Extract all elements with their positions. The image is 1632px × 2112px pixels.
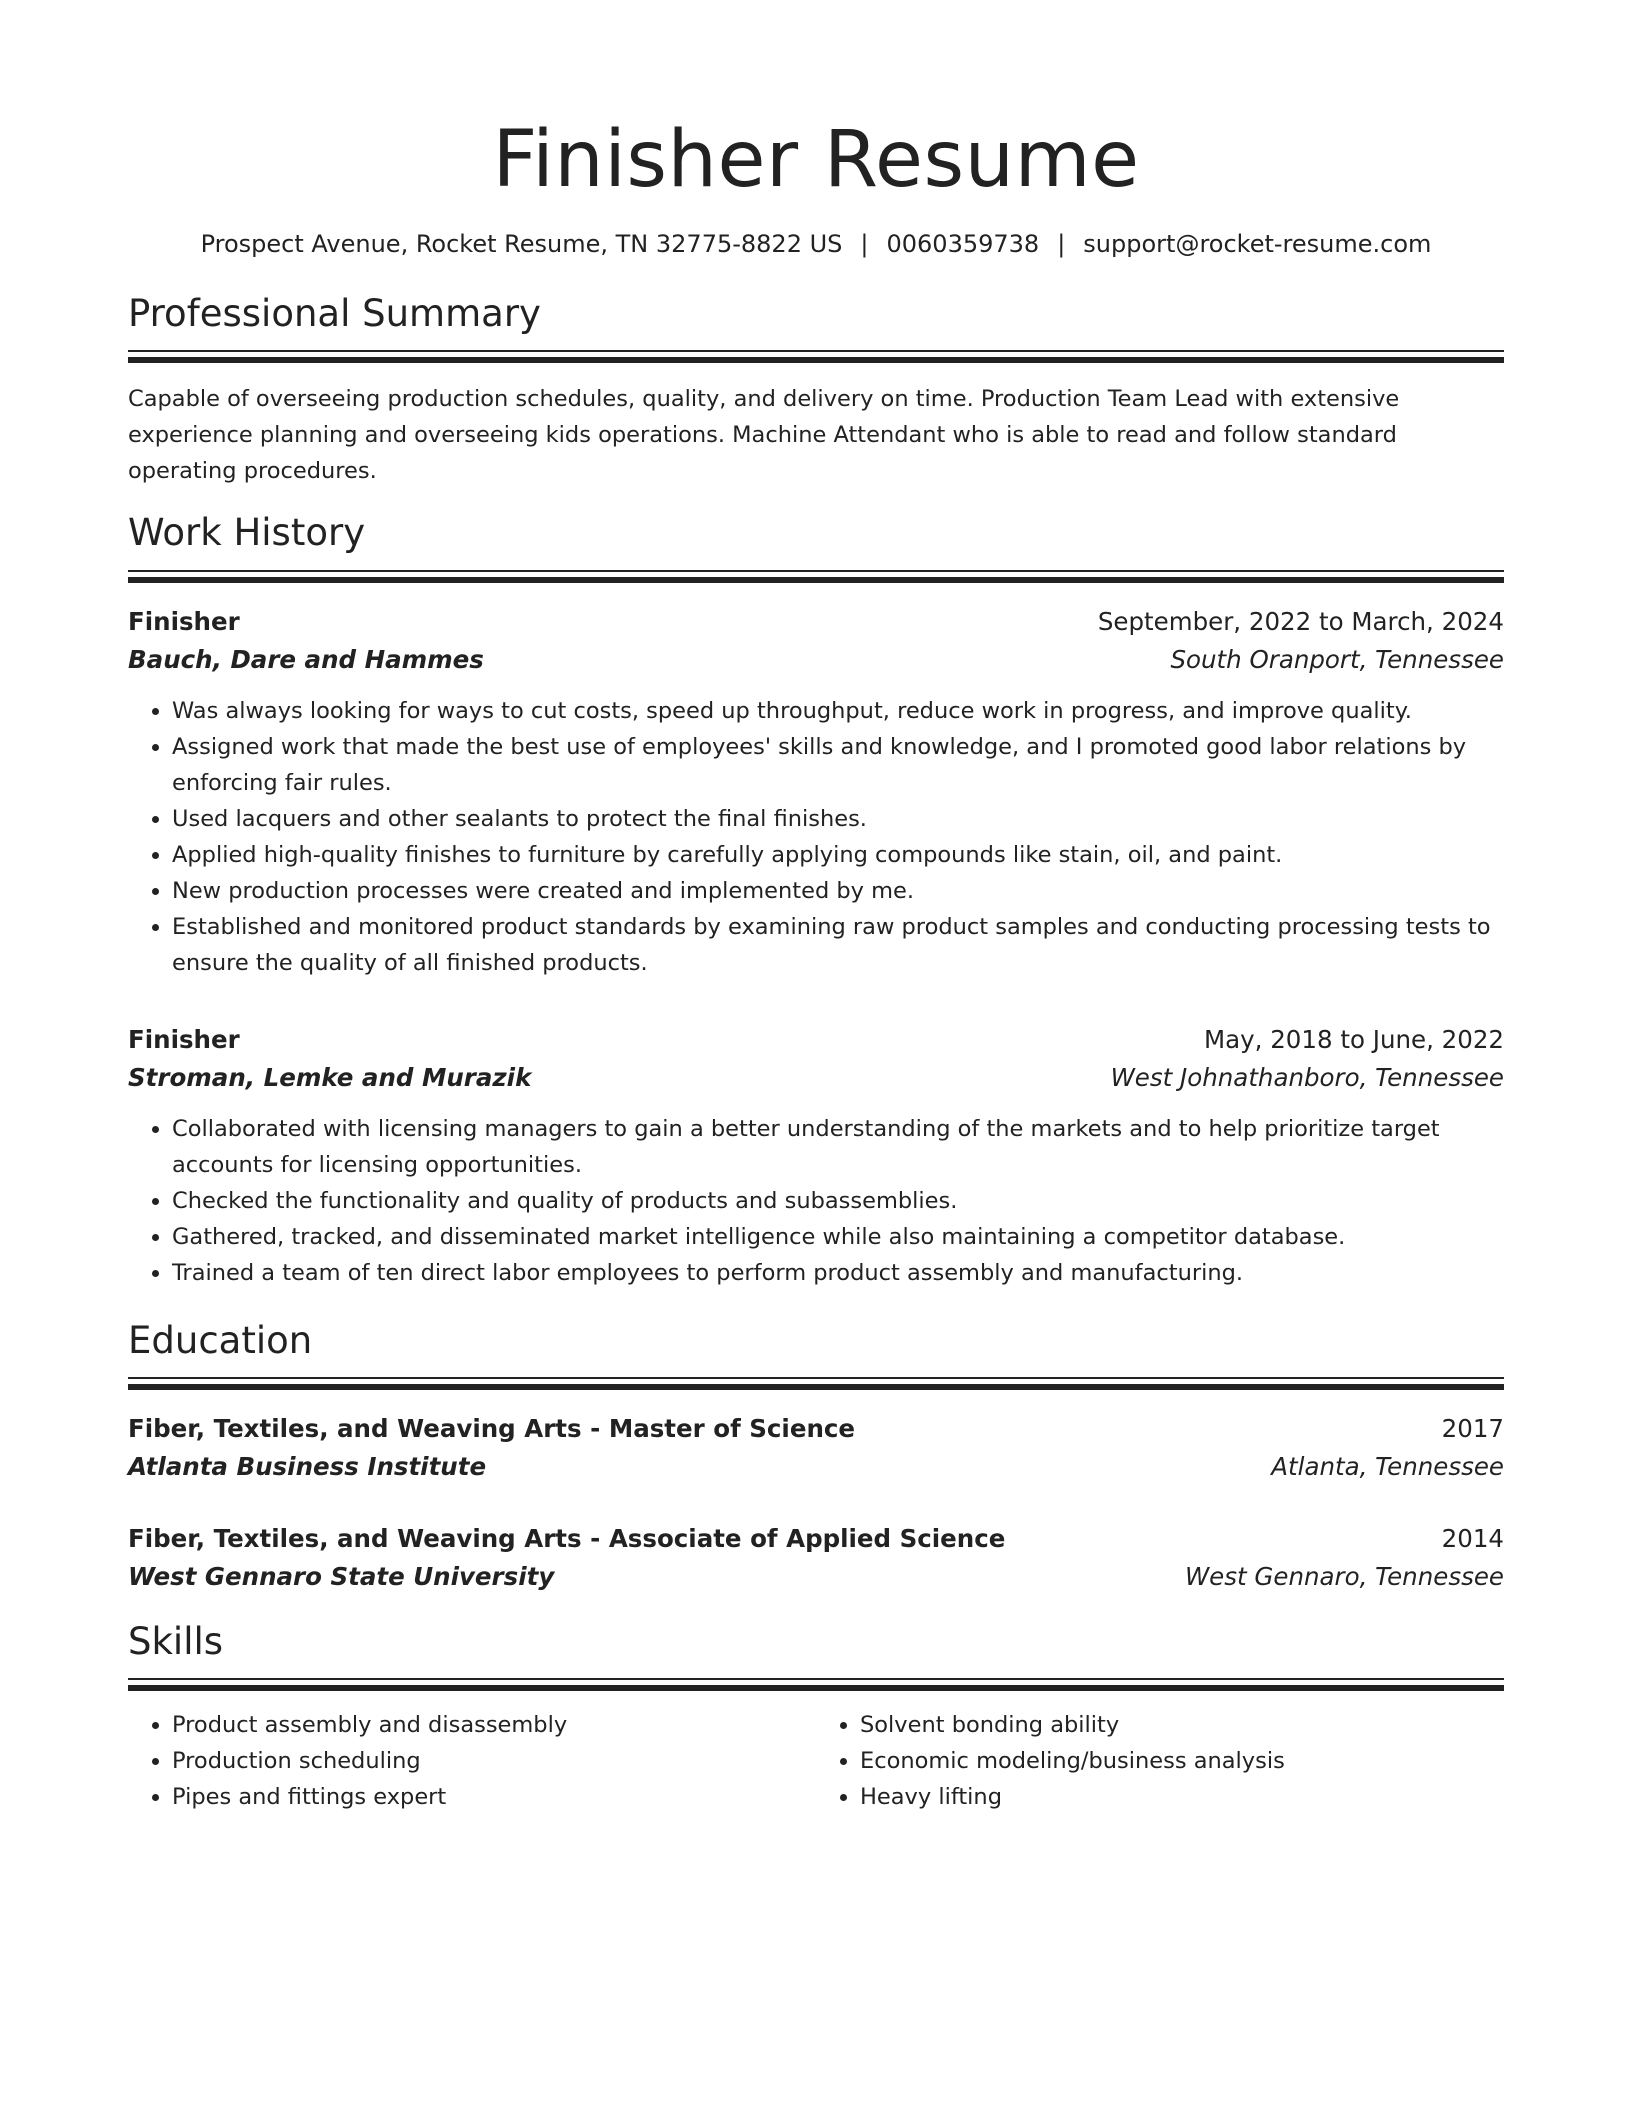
education-year: 2017: [1441, 1413, 1504, 1443]
list-item: • Gathered, tracked, and disseminated market intelligence while also maintaining a competitor database.: [172, 1219, 1504, 1255]
education-header-row: [128, 1520, 1504, 1558]
job-bullets: [128, 1111, 1504, 1291]
education-school: West Gennaro State University: [128, 1561, 555, 1591]
contact-line: [128, 230, 1504, 258]
summary-section: [128, 292, 1504, 489]
job-location: West Johnathanboro, Tennessee: [1110, 1062, 1504, 1092]
job-company-row: [128, 1059, 1504, 1097]
work-history-section: [128, 511, 1504, 1290]
list-item: • Solvent bonding ability: [860, 1707, 1504, 1743]
list-item: • Economic modeling/business analysis: [860, 1743, 1504, 1779]
job-bullets: [128, 693, 1504, 981]
section-title-summary: Professional Summary: [128, 291, 541, 335]
job-header-row: [128, 603, 1504, 641]
section-divider: [128, 1678, 1504, 1691]
job-dates: May, 2018 to June, 2022: [1203, 1024, 1504, 1054]
job-entry: [128, 603, 1504, 981]
education-section: [128, 1319, 1504, 1596]
list-item: • Collaborated with licensing managers to gain a better understanding of the markets and to help prioritize target accounts for licensing opportunities.: [172, 1111, 1504, 1183]
list-item: • Production scheduling: [172, 1743, 816, 1779]
list-item: • Checked the functionality and quality of products and subassemblies.: [172, 1183, 1504, 1219]
education-header-row: [128, 1410, 1504, 1448]
job-role: Finisher: [128, 606, 240, 636]
list-item: • Established and monitored product standards by examining raw product samples and conducting processing tests to ensure the quality of all finished products.: [172, 909, 1504, 981]
list-item: • Used lacquers and other sealants to protect the final finishes.: [172, 801, 1504, 837]
education-degree: Fiber, Textiles, and Weaving Arts - Associate of Applied Science: [128, 1523, 1006, 1553]
education-school-row: [128, 1558, 1504, 1596]
contact-separator: |: [860, 229, 869, 258]
contact-address: Prospect Avenue, Rocket Resume, TN 32775-8822 US: [200, 229, 843, 258]
list-item: • Pipes and fittings expert: [172, 1779, 816, 1815]
section-title-skills: Skills: [128, 1619, 224, 1663]
skills-list-right: [816, 1707, 1504, 1815]
education-year: 2014: [1441, 1523, 1504, 1553]
job-entry: [128, 1021, 1504, 1291]
education-school: Atlanta Business Institute: [128, 1451, 487, 1481]
summary-text: Capable of overseeing production schedules, quality, and delivery on time. Production Team Lead with extensive experience planning and overseeing kids operations. Machine Attendant who is able to read and follow standard operating procedures.: [128, 386, 1400, 485]
skills-list-left: [128, 1707, 816, 1815]
list-item: • Product assembly and disassembly: [172, 1707, 816, 1743]
education-entry: [128, 1410, 1504, 1486]
job-header-row: [128, 1021, 1504, 1059]
list-item: • New production processes were created and implemented by me.: [172, 873, 1504, 909]
list-item: • Applied high-quality finishes to furniture by carefully applying compounds like stain, oil, and paint.: [172, 837, 1504, 873]
list-item: • Trained a team of ten direct labor employees to perform product assembly and manufacturing.: [172, 1255, 1504, 1291]
job-company-row: [128, 641, 1504, 679]
education-degree: Fiber, Textiles, and Weaving Arts - Master of Science: [128, 1413, 856, 1443]
education-school-row: [128, 1448, 1504, 1486]
skills-columns: [128, 1707, 1504, 1815]
contact-email: support@rocket-resume.com: [1083, 229, 1432, 258]
education-location: West Gennaro, Tennessee: [1184, 1561, 1504, 1591]
resume-page: [128, 115, 1504, 1815]
job-company: Stroman, Lemke and Murazik: [128, 1062, 532, 1092]
section-divider: [128, 1377, 1504, 1390]
list-item: • Heavy lifting: [860, 1779, 1504, 1815]
section-divider: [128, 350, 1504, 363]
job-role: Finisher: [128, 1024, 240, 1054]
job-location: South Oranport, Tennessee: [1170, 644, 1504, 674]
contact-separator: |: [1057, 229, 1066, 258]
skills-section: [128, 1620, 1504, 1815]
section-divider: [128, 570, 1504, 583]
section-title-education: Education: [128, 1318, 313, 1362]
resume-title: Finisher Resume: [492, 115, 1140, 205]
section-title-work-history: Work History: [128, 511, 366, 555]
list-item: • Was always looking for ways to cut costs, speed up throughput, reduce work in progress, and improve quality.: [172, 693, 1504, 729]
list-item: • Assigned work that made the best use of employees' skills and knowledge, and I promoted good labor relations by enforcing fair rules.: [172, 729, 1504, 801]
education-entry: [128, 1520, 1504, 1596]
job-company: Bauch, Dare and Hammes: [128, 644, 484, 674]
education-location: Atlanta, Tennessee: [1271, 1451, 1504, 1481]
job-dates: September, 2022 to March, 2024: [1097, 606, 1504, 636]
contact-phone: 0060359738: [886, 229, 1040, 258]
